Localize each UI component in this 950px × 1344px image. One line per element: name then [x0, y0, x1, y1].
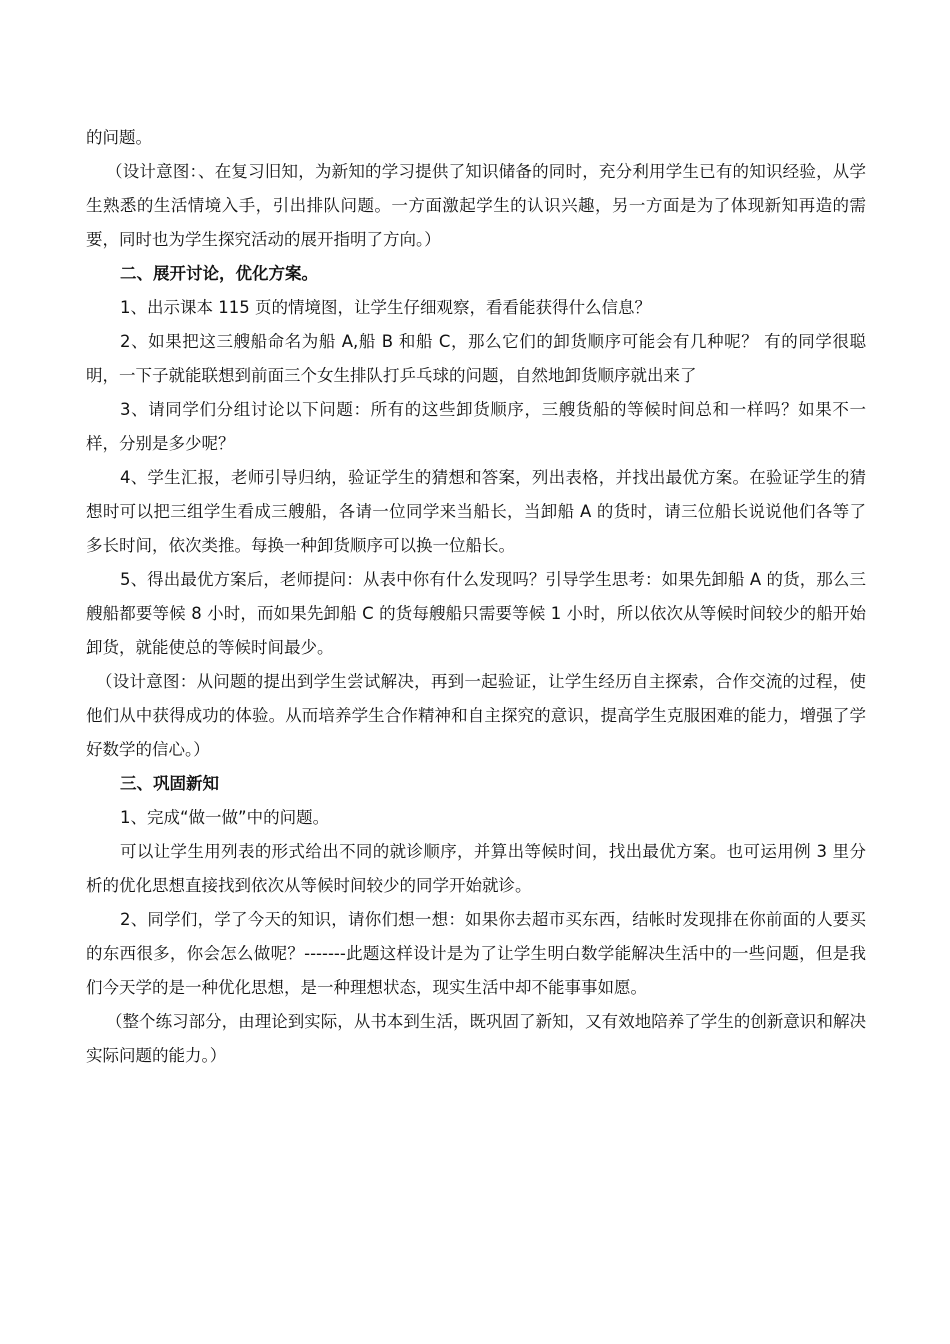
document-body: [86, 121, 866, 1073]
step-paragraph-1: 1、出示课本 115 页的情境图，让学生仔细观察，看看能获得什么信息？: [120, 298, 651, 317]
exercise-paragraph-2: 2、同学们，学了今天的知识，请你们想一想：如果你去超市买东西，结帐时发现排在你前面的人要买的东西很多，你会怎么做呢？-------此题这样设计是为了让学生明白数学能解决生活中的一些问题，但是我们今天学的是一种优化思想，是一种理想状态，现实生活中却不能事事如愿。: [86, 910, 866, 997]
step-paragraph-2: 2、如果把这三艘船命名为船 A,船 B 和船 C，那么它们的卸货顺序可能会有几种呢？ 有的同学很聪明，一下子就能联想到前面三个女生排队打乒乓球的问题，自然地卸货顺序就出来了: [86, 332, 866, 385]
step-paragraph-3: 3、请同学们分组讨论以下问题：所有的这些卸货顺序，三艘货船的等候时间总和一样吗？如果不一样，分别是多少呢？: [86, 400, 866, 453]
step-paragraph-4: 4、学生汇报，老师引导归纳，验证学生的猜想和答案，列出表格，并找出最优方案。在验证学生的猜想时可以把三组学生看成三艘船，各请一位同学来当船长，当卸船 A 的货时，请三位船长说说他们各等了多长时间，依次类推。每换一种卸货顺序可以换一位船长。: [86, 468, 866, 555]
section-heading-2: 二、展开讨论，优化方案。: [120, 264, 318, 283]
exercise-paragraph-explanation: 可以让学生用列表的形式给出不同的就诊顺序，并算出等候时间，找出最优方案。也可运用例 3 里分析的优化思想直接找到依次从等候时间较少的同学开始就诊。: [86, 842, 866, 895]
summary-note: （整个练习部分，由理论到实际，从书本到生活，既巩固了新知，又有效地陪养了学生的创新意识和解决实际问题的能力。）: [86, 1012, 866, 1065]
design-intent-note-2: （设计意图：从问题的提出到学生尝试解决，再到一起验证，让学生经历自主探索，合作交流的过程，使他们从中获得成功的体验。从而培养学生合作精神和自主探究的意识，提高学生克服困难的能力，增强了学好数学的信心。）: [86, 672, 866, 759]
step-paragraph-5: 5、得出最优方案后，老师提问：从表中你有什么发现吗？引导学生思考：如果先卸船 A 的货，那么三艘船都要等候 8 小时，而如果先卸船 C 的货每艘船只需要等候 1 小时，所以依次从等候时间较少的船开始卸货，就能使总的等候时间最少。: [86, 570, 866, 657]
paragraph-continuation: 的问题。: [86, 128, 152, 147]
design-intent-note-1: （设计意图：、在复习旧知，为新知的学习提供了知识储备的同时，充分利用学生已有的知识经验，从学生熟悉的生活情境入手，引出排队问题。一方面激起学生的认识兴趣，另一方面是为了体现新知再造的需要，同时也为学生探究活动的展开指明了方向。）: [86, 162, 866, 249]
section-heading-3: 三、巩固新知: [120, 774, 219, 793]
exercise-paragraph-1: 1、完成“做一做”中的问题。: [120, 808, 330, 827]
